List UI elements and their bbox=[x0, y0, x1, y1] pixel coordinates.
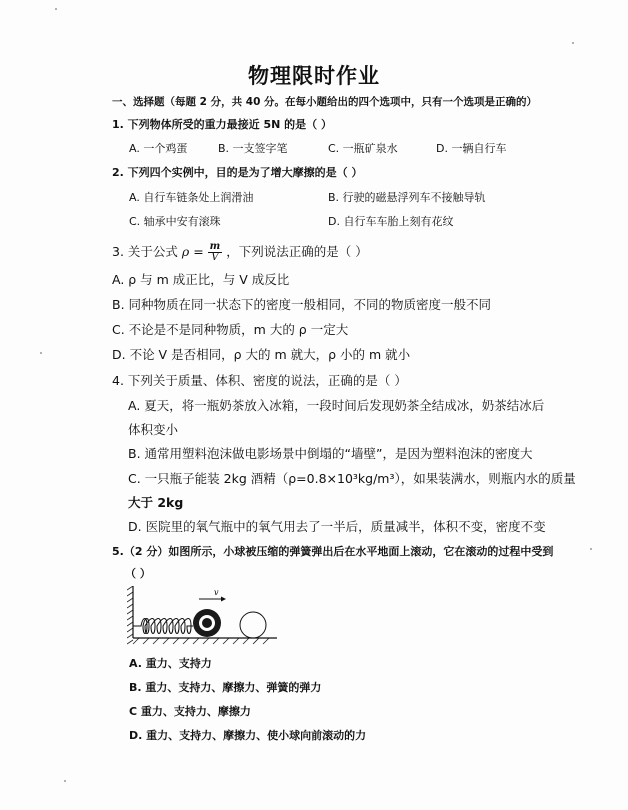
q5-option-a: A. 重力、支持力 bbox=[129, 657, 212, 670]
question-4-stem: 4. 下列关于质量、体积、密度的说法，正确的是（ ） bbox=[112, 373, 407, 388]
q4-option-c-line1: C. 一只瓶子能装 2kg 酒精（ρ=0.8×10³kg/m³），如果装满水，则瓶内水的质量 bbox=[128, 471, 576, 486]
q1-option-b: B. 一支签字笔 bbox=[218, 142, 288, 155]
q3-option-c: C. 不论是不是同种物质，m 大的 ρ 一定大 bbox=[112, 322, 349, 337]
q4-option-d: D. 医院里的氧气瓶中的氧气用去了一半后，质量减半，体积不变，密度不变 bbox=[128, 519, 546, 534]
spring-ball-figure bbox=[127, 586, 277, 648]
q4-option-c-line2: 大于 2kg bbox=[128, 495, 184, 510]
scan-speck bbox=[590, 548, 592, 550]
q3-option-a: A. ρ 与 m 成正比，与 V 成反比 bbox=[112, 272, 290, 287]
q4-option-a-line1: A. 夏天，将一瓶奶茶放入冰箱，一段时间后发现奶茶全结成冰，奶茶结冰后 bbox=[128, 398, 545, 413]
question-5-stem-line2: （ ） bbox=[125, 567, 151, 580]
scan-speck bbox=[55, 8, 57, 10]
q5-option-b: B. 重力、支持力、摩擦力、弹簧的弹力 bbox=[129, 681, 322, 694]
scan-speck bbox=[40, 352, 42, 354]
q5-option-c: C 重力、支持力、摩擦力 bbox=[129, 705, 251, 718]
q3-formula-numerator: m bbox=[209, 241, 221, 252]
q1-option-d: D. 一辆自行车 bbox=[436, 142, 507, 155]
question-3-stem bbox=[112, 242, 368, 263]
q3-option-b: B. 同种物质在同一状态下的密度一般相同，不同的物质密度一般不同 bbox=[112, 297, 492, 312]
q3-formula-fraction bbox=[208, 242, 223, 263]
q3-formula-denominator: V bbox=[211, 252, 219, 263]
q2-option-b: B. 行驶的磁悬浮列车不接触导轨 bbox=[328, 191, 486, 204]
ball-dark-center bbox=[202, 618, 212, 628]
ground-hatching bbox=[133, 638, 269, 644]
q3-option-d: D. 不论 V 是否相同，ρ 大的 m 就大，ρ 小的 m 就小 bbox=[112, 347, 411, 362]
question-1-stem: 1. 下列物体所受的重力最接近 5N 的是（ ） bbox=[112, 118, 333, 131]
scan-speck bbox=[572, 42, 574, 44]
q1-option-a: A. 一个鸡蛋 bbox=[129, 142, 188, 155]
question-2-stem: 2. 下列四个实例中，目的是为了增大摩擦的是（ ） bbox=[112, 166, 363, 179]
velocity-label: v bbox=[214, 588, 219, 597]
q2-option-c: C. 轴承中安有滚珠 bbox=[129, 215, 221, 228]
q3-stem-prefix: 3. 关于公式 bbox=[112, 244, 178, 259]
section-header: 一、选择题（每题 2 分，共 40 分。在每小题给出的四个选项中，只有一个选项是正确的） bbox=[112, 96, 538, 108]
question-5-stem-line1: 5.（2 分）如图所示，小球被压缩的弹簧弹出后在水平地面上滚动，它在滚动的过程中受到 bbox=[112, 545, 554, 558]
worksheet-title: 物理限时作业 bbox=[248, 64, 380, 88]
scan-speck bbox=[64, 780, 66, 782]
q4-option-b: B. 通常用塑料泡沫做电影场景中倒塌的“墙壁”，是因为塑料泡沫的密度大 bbox=[128, 446, 533, 461]
q5-option-d: D. 重力、支持力、摩擦力、使小球向前滚动的力 bbox=[129, 729, 367, 742]
ball-outline bbox=[240, 612, 266, 638]
q1-option-c: C. 一瓶矿泉水 bbox=[328, 142, 398, 155]
wall-hatching bbox=[127, 586, 133, 644]
q3-stem-suffix: ，下列说法正确的是（ ） bbox=[226, 244, 368, 259]
velocity-arrowhead bbox=[221, 597, 226, 602]
q3-formula-lhs: ρ = bbox=[181, 244, 204, 259]
q4-option-a-line2: 体积变小 bbox=[128, 422, 179, 437]
q2-option-d: D. 自行车车胎上刻有花纹 bbox=[328, 215, 454, 228]
spring bbox=[133, 619, 193, 634]
q2-option-a: A. 自行车链条处上润滑油 bbox=[129, 191, 254, 204]
